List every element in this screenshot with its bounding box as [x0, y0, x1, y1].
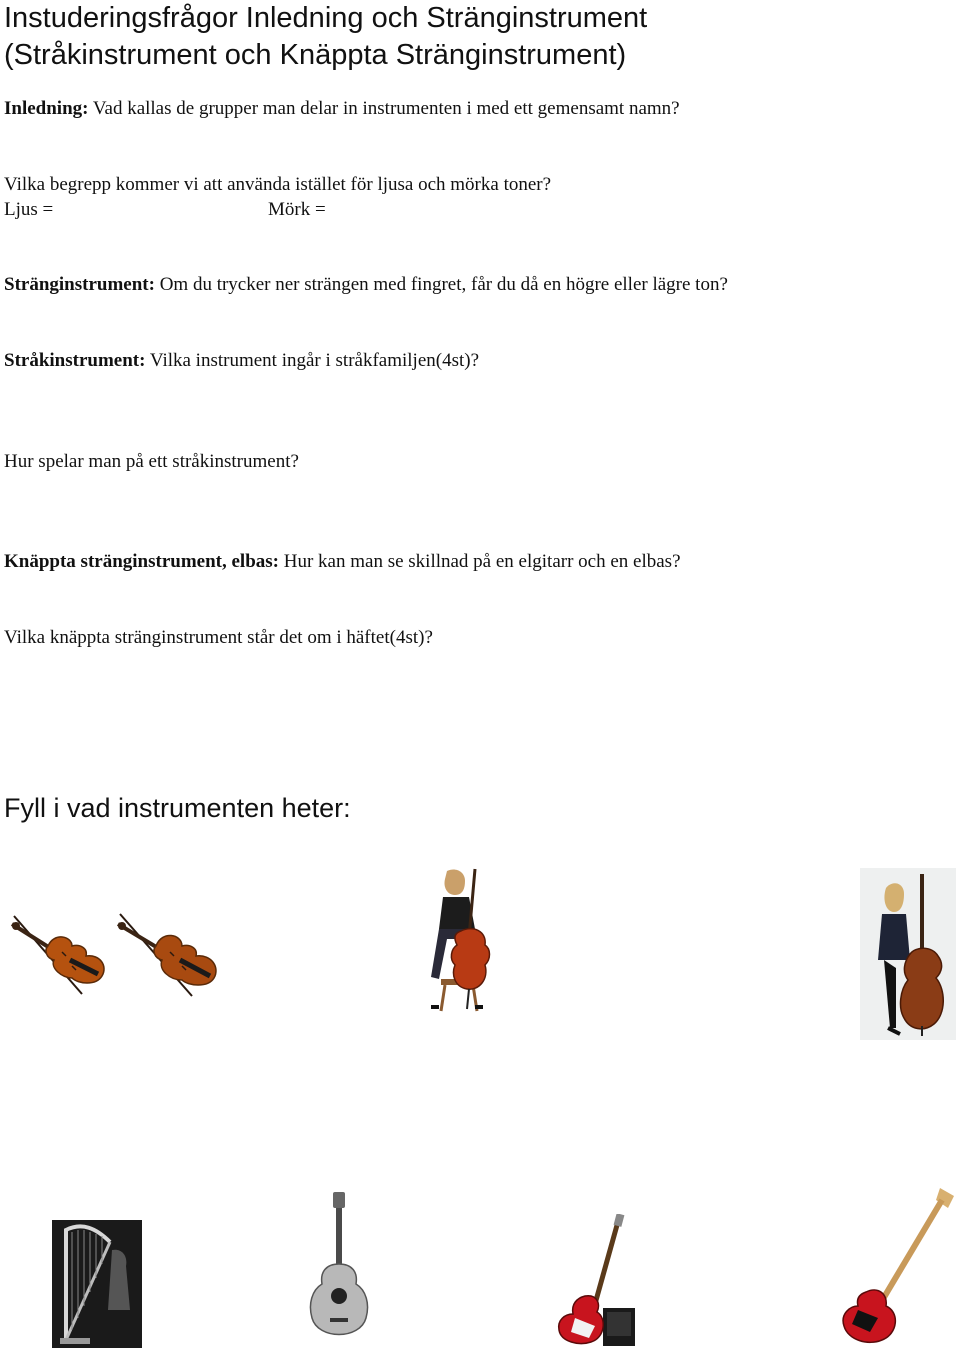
fill-heading: Fyll i vad instrumenten heter: — [4, 793, 351, 823]
label-knappta: Knäppta stränginstrument, elbas: — [4, 551, 279, 572]
question-begrepp: Vilka begrepp kommer vi att använda istället för ljusa och mörka toner? — [4, 174, 552, 195]
question-strang — [4, 273, 728, 297]
acoustic-guitar-image — [304, 1192, 374, 1348]
violin-image — [10, 902, 110, 998]
label-strang: Stränginstrument: — [4, 274, 155, 295]
title-line-1: Instuderingsfrågor Inledning och Stränginstrument — [4, 2, 648, 34]
question-inledning — [4, 97, 680, 121]
electric-guitar-image — [555, 1214, 639, 1350]
answer-ljus: Ljus = — [4, 199, 54, 220]
cello-player-image — [417, 867, 497, 1015]
answer-mork: Mörk = — [268, 199, 326, 220]
viola-image — [116, 902, 224, 998]
harp-image — [52, 1220, 142, 1348]
question-haftet: Vilka knäppta stränginstrument står det om i häftet(4st)? — [4, 627, 433, 648]
text-inledning: Vad kallas de grupper man delar in instrumenten i med ett gemensamt namn? — [88, 98, 680, 119]
question-knappta — [4, 550, 681, 574]
label-inledning: Inledning: — [4, 98, 89, 119]
text-knappta: Hur kan man se skillnad på en elgitarr och en elbas? — [279, 551, 681, 572]
page-title — [4, 0, 954, 74]
text-strang: Om du trycker ner strängen med fingret, får du då en högre eller lägre ton? — [154, 274, 728, 295]
electric-bass-image — [840, 1186, 956, 1350]
title-line-2: (Stråkinstrument och Knäppta Stränginstrument) — [4, 39, 627, 71]
double-bass-player-image — [860, 868, 956, 1040]
text-strak: Vilka instrument ingår i stråkfamiljen(4st)? — [145, 350, 480, 371]
question-spela: Hur spelar man på ett stråkinstrument? — [4, 451, 299, 472]
label-strak: Stråkinstrument: — [4, 350, 146, 371]
question-strak — [4, 349, 479, 373]
